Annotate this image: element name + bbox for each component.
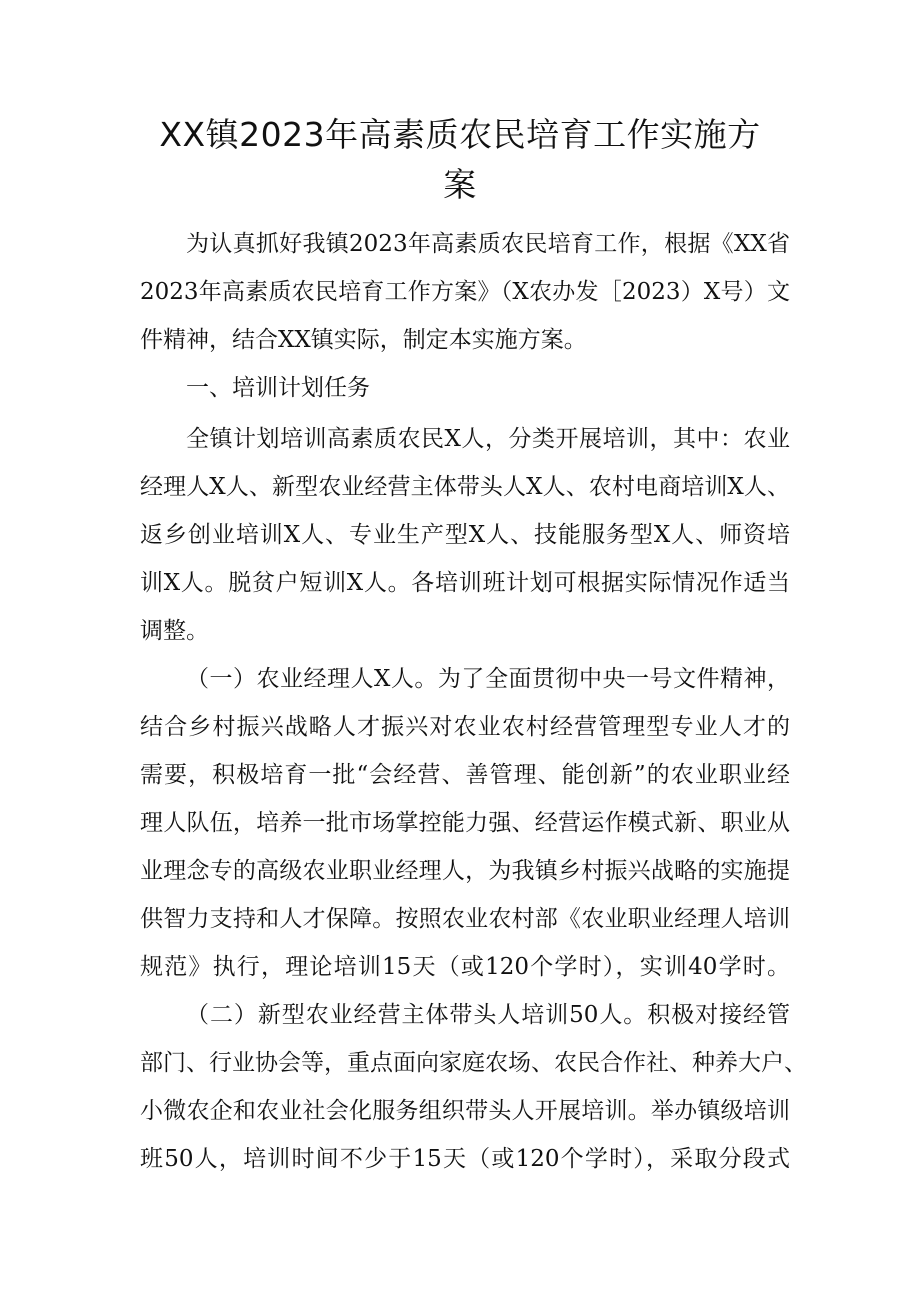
subsection-2-line-2: 部门、行业协会等，重点面向家庭农场、农民合作社、种养大户、 — [140, 1050, 807, 1076]
section-1-line-3: 返乡创业培训X人、专业生产型X人、技能服务型X人、师资培 — [140, 522, 790, 548]
section-1-heading: 一、培训计划任务 — [186, 375, 370, 401]
intro-line-2: 2023年高素质农民培育工作方案》（X农办发［2023）X号）文 — [140, 279, 790, 305]
subsection-1-line-1: （一）农业经理人X人。为了全面贯彻中央一号文件精神， — [186, 666, 790, 692]
subsection-1-line-3: 需要，积极培育一批“会经营、善管理、能创新”的农业职业经 — [140, 762, 790, 788]
subsection-1-line-6: 供智力支持和人才保障。按照农业农村部《农业职业经理人培训 — [140, 906, 790, 932]
subsection-1-line-5: 业理念专的高级农业职业经理人，为我镇乡村振兴战略的实施提 — [140, 858, 790, 884]
intro-line-3: 件精神，结合XX镇实际，制定本实施方案。 — [140, 327, 587, 353]
subsection-1-line-4: 理人队伍，培养一批市场掌控能力强、经营运作模式新、职业从 — [140, 810, 790, 836]
document-title-line-2: 案 — [443, 165, 477, 204]
section-1-line-5: 调整。 — [140, 618, 209, 644]
document-title-line-1: XX镇2023年高素质农民培育工作实施方 — [159, 115, 761, 154]
section-1-line-4: 训X人。脱贫户短训X人。各培训班计划可根据实际情况作适当 — [140, 570, 790, 596]
subsection-2-line-3: 小微农企和农业社会化服务组织带头人开展培训。举办镇级培训 — [140, 1098, 790, 1124]
intro-line-1: 为认真抓好我镇2023年高素质农民培育工作，根据《XX省 — [186, 231, 790, 257]
subsection-2-line-4: 班50人，培训时间不少于15天（或120个学时），采取分段式 — [140, 1146, 790, 1172]
subsection-1-line-7: 规范》执行，理论培训15天（或120个学时），实训40学时。 — [140, 954, 790, 980]
section-1-line-2: 经理人X人、新型农业经营主体带头人X人、农村电商培训X人、 — [140, 474, 790, 500]
subsection-2-line-1: （二）新型农业经营主体带头人培训50人。积极对接经管 — [186, 1002, 790, 1028]
subsection-1-line-2: 结合乡村振兴战略人才振兴对农业农村经营管理型专业人才的 — [140, 714, 790, 740]
section-1-line-1: 全镇计划培训高素质农民X人，分类开展培训，其中：农业 — [186, 426, 790, 452]
